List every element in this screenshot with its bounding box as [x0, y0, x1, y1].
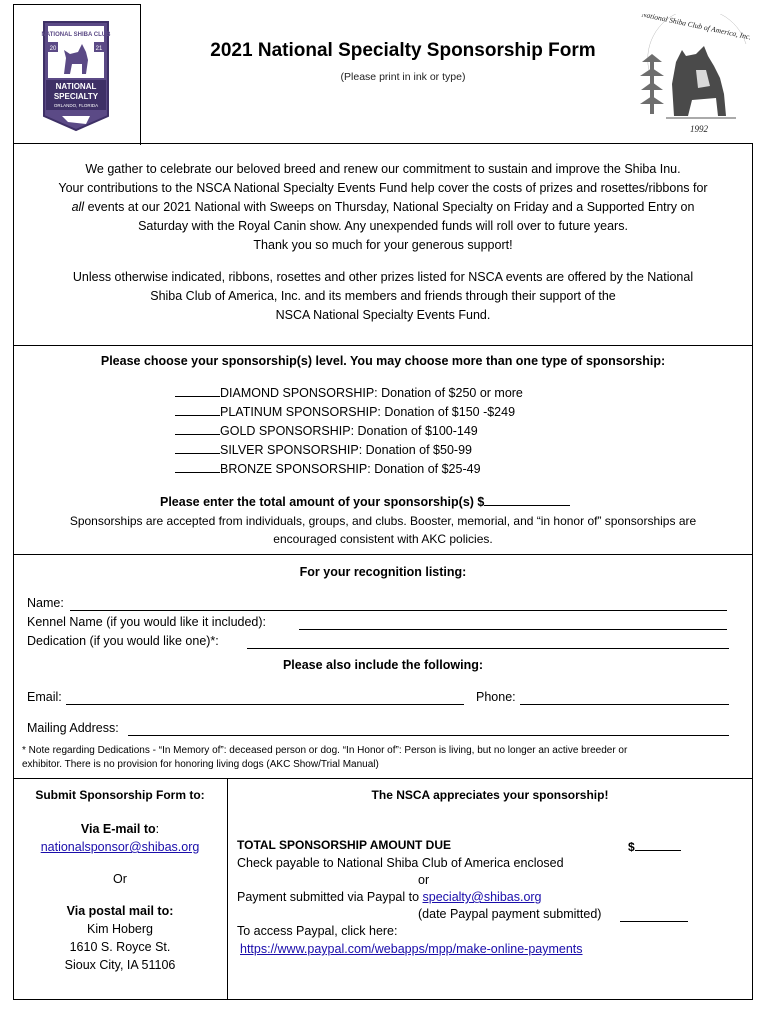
level-gold[interactable]: [175, 422, 523, 441]
intro-text-1: We gather to celebrate our beloved breed and renew our commitment to sustain and improve the Shiba Inu.: [85, 162, 681, 176]
level-label: PLATINUM SPONSORSHIP: Donation of $150 -$249: [220, 405, 516, 419]
appreciation-heading: The NSCA appreciates your sponsorship!: [371, 788, 609, 802]
intro-thanks: Thank you so much for your generous support!: [253, 238, 513, 252]
total-due-field[interactable]: [635, 838, 681, 851]
intro-section: [13, 143, 753, 346]
or-text: Or: [113, 872, 127, 886]
intro-text-3-rest: events at our 2021 National with Sweeps on Thursday, National Specialty on Friday and a Supported Entry on: [84, 200, 695, 214]
paypal-prefix: Payment submitted via Paypal to: [237, 890, 423, 904]
submit-heading: Submit Sponsorship Form to:: [35, 788, 205, 802]
logo-line2: SPECIALTY: [53, 92, 99, 101]
paypal-row: [237, 890, 542, 904]
sponsorship-levels-section: [13, 345, 753, 555]
total-due-row: [628, 838, 681, 854]
print-instruction: (Please print in ink or type): [340, 71, 466, 83]
payment-or-text: or: [418, 873, 430, 887]
intro-emphasis: all: [71, 200, 85, 214]
intro-ribbons-1: Unless otherwise indicated, ribbons, rosettes and other prizes listed for NSCA events are offered by the National: [72, 270, 694, 284]
name-label: Name:: [27, 596, 64, 610]
via-email-colon: :: [155, 822, 160, 836]
mailing-field[interactable]: [128, 735, 729, 736]
dedication-footnote-2: exhibitor. There is no provision for honoring living dogs (AKC Show/Trial Manual): [22, 759, 379, 770]
intro-ribbons-2: Shiba Club of America, Inc. and its members and friends through their support of the: [150, 289, 616, 303]
check-payable-text: Check payable to National Shiba Club of America enclosed: [237, 856, 564, 870]
via-email-label: Via E-mail to: [80, 822, 156, 836]
submit-email-link[interactable]: nationalsponsor@shibas.org: [40, 840, 200, 854]
level-bronze[interactable]: [175, 460, 523, 479]
recognition-section: [13, 554, 753, 779]
address-name: Kim Hoberg: [87, 922, 153, 936]
intro-text-3: [14, 198, 752, 217]
logo-year: 1992: [690, 124, 708, 134]
also-include-heading: Please also include the following:: [282, 658, 484, 672]
total-amount-row: [160, 493, 570, 509]
address-city: Sioux City, IA 51106: [64, 958, 176, 972]
column-divider: [227, 778, 228, 1000]
level-silver[interactable]: [175, 441, 523, 460]
level-platinum[interactable]: [175, 403, 523, 422]
address-street: 1610 S. Royce St.: [69, 940, 171, 954]
intro-text-4: Saturday with the Royal Canin show. Any unexpended funds will roll over to future years.: [138, 219, 628, 233]
level-blank[interactable]: [175, 422, 220, 435]
level-label: SILVER SPONSORSHIP: Donation of $50-99: [220, 443, 472, 457]
paypal-url-link[interactable]: https://www.paypal.com/webapps/mpp/make-online-payments: [240, 942, 583, 956]
intro-ribbons-3: NSCA National Specialty Events Fund.: [275, 308, 491, 322]
svg-text:NATIONAL SHIBA CLUB: NATIONAL SHIBA CLUB: [41, 32, 111, 38]
phone-label: Phone:: [476, 690, 516, 704]
paypal-date-field[interactable]: [620, 921, 688, 922]
national-specialty-logo: [38, 18, 114, 132]
name-field[interactable]: [70, 610, 727, 611]
level-diamond[interactable]: [175, 384, 523, 403]
via-mail-label: Via postal mail to:: [66, 904, 174, 918]
mailing-label: Mailing Address:: [27, 721, 119, 735]
logo-year-right: 21: [95, 46, 103, 52]
dedication-footnote-1: * Note regarding Dedications - “In Memory of”: deceased person or dog. “In Honor of”: Person is living, but no longer an active breeder or: [22, 745, 628, 756]
total-amount-field[interactable]: [484, 493, 570, 506]
level-blank[interactable]: [175, 460, 220, 473]
level-list: [175, 384, 523, 479]
total-due-label: TOTAL SPONSORSHIP AMOUNT DUE: [237, 838, 452, 852]
dollar-sign: $: [628, 840, 635, 854]
level-blank[interactable]: [175, 403, 220, 416]
dedication-label: Dedication (if you would like one)*:: [27, 634, 219, 648]
sponsorship-note-1: Sponsorships are accepted from individuals, groups, and clubs. Booster, memorial, and “in honor of” sponsorships are: [69, 514, 697, 528]
intro-text-2: Your contributions to the NSCA National Specialty Events Fund help cover the costs of prizes and rosettes/ribbons for: [58, 181, 708, 195]
paypal-email-link[interactable]: specialty@shibas.org: [422, 890, 542, 904]
levels-heading: Please choose your sponsorship(s) level. You may choose more than one type of sponsorship:: [100, 354, 666, 368]
email-label: Email:: [27, 690, 62, 704]
paypal-date-label: (date Paypal payment submitted): [418, 907, 602, 921]
level-label: DIAMOND SPONSORSHIP: Donation of $250 or more: [220, 386, 523, 400]
logo-line3: ORLANDO, FLORIDA: [53, 103, 99, 108]
logo-line1: NATIONAL: [55, 82, 97, 91]
kennel-label: Kennel Name (if you would like it included):: [27, 615, 267, 629]
level-blank[interactable]: [175, 441, 220, 454]
email-field[interactable]: [66, 704, 464, 705]
paypal-access-label: To access Paypal, click here:: [237, 924, 398, 938]
nsca-shiba-logo: [636, 14, 760, 136]
level-label: BRONZE SPONSORSHIP: Donation of $25-49: [220, 462, 481, 476]
via-email-row: [14, 820, 226, 838]
phone-field[interactable]: [520, 704, 729, 705]
form-title: 2021 National Specialty Sponsorship Form: [210, 40, 596, 61]
sponsorship-note-2: encouraged consistent with AKC policies.: [273, 532, 493, 546]
logo-year-left: 20: [49, 46, 57, 52]
recognition-heading: For your recognition listing:: [299, 565, 467, 579]
level-label: GOLD SPONSORSHIP: Donation of $100-149: [220, 424, 478, 438]
kennel-field[interactable]: [299, 629, 727, 630]
svg-text:National Shiba Club of America: National Shiba Club of America, Inc.: [640, 14, 753, 42]
total-amount-label: Please enter the total amount of your sponsorship(s) $: [160, 495, 485, 509]
dedication-field[interactable]: [247, 648, 729, 649]
level-blank[interactable]: [175, 384, 220, 397]
